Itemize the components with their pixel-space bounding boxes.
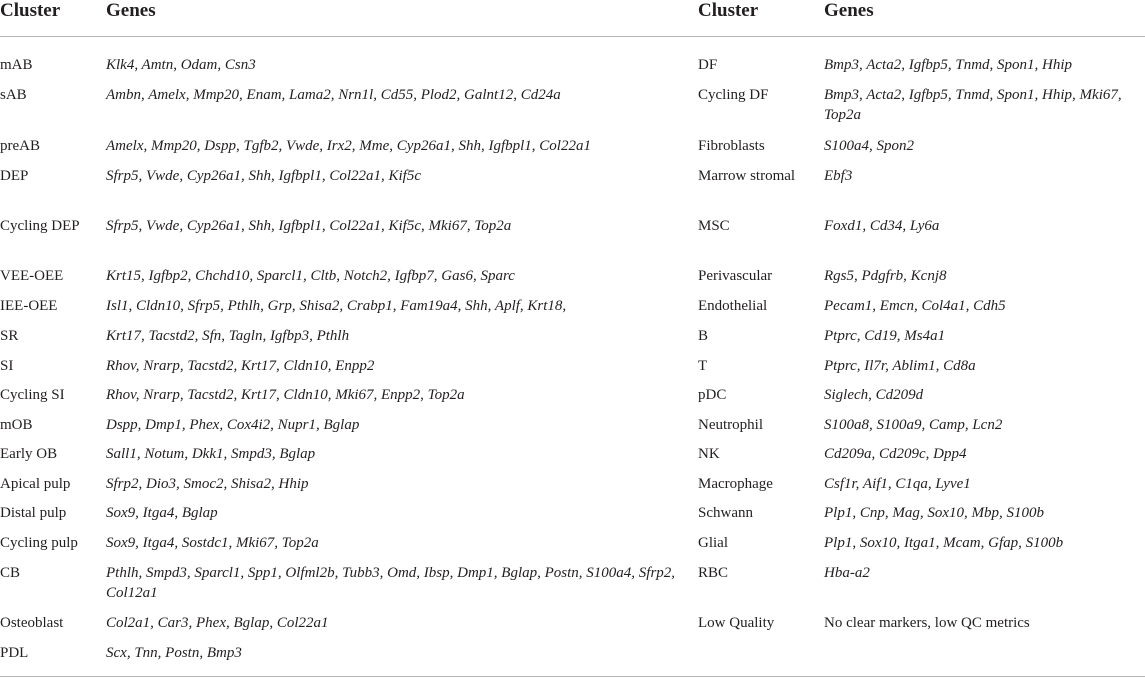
cluster-cell: mAB	[0, 57, 33, 73]
genes-cell: Scx, Tnn, Postn, Bmp3	[106, 645, 242, 661]
genes-cell: Ambn, Amelx, Mmp20, Enam, Lama2, Nrn1l, Cd55, Plod2, Galnt12, Cd24a	[106, 87, 561, 103]
cluster-cell: preAB	[0, 138, 40, 154]
cluster-cell: Glial	[698, 535, 728, 551]
cluster-cell: Marrow stromal	[698, 168, 796, 184]
header-cluster-right: Cluster	[698, 0, 759, 21]
genes-cell: Sox9, Itga4, Bglap	[106, 505, 218, 521]
genes-cell: Dspp, Dmp1, Phex, Cox4i2, Nupr1, Bglap	[106, 417, 360, 433]
cluster-cell: Schwann	[698, 505, 753, 521]
cluster-cell: PDL	[0, 645, 29, 661]
genes-cell: No clear markers, low QC metrics	[824, 615, 1030, 631]
genes-cell: Rgs5, Pdgfrb, Kcnj8	[824, 268, 947, 284]
genes-cell: Bmp3, Acta2, Igfbp5, Tnmd, Spon1, Hhip, Mki67, Top2a	[824, 87, 1122, 123]
cluster-cell: Cycling DEP	[0, 218, 80, 234]
cluster-cell: Apical pulp	[0, 476, 71, 492]
genes-cell: Sox9, Itga4, Sostdc1, Mki67, Top2a	[106, 535, 319, 551]
cluster-cell: Neutrophil	[698, 417, 763, 433]
cluster-cell: B	[698, 328, 709, 344]
cluster-cell: CB	[0, 565, 21, 581]
cluster-cell: Distal pulp	[0, 505, 67, 521]
genes-cell: Rhov, Nrarp, Tacstd2, Krt17, Cldn10, Enpp2	[106, 358, 375, 374]
cluster-cell: Early OB	[0, 446, 58, 462]
genes-cell: Krt15, Igfbp2, Chchd10, Sparcl1, Cltb, Notch2, Igfbp7, Gas6, Sparc	[106, 268, 515, 284]
cluster-cell: IEE-OEE	[0, 298, 58, 314]
cluster-cell: DF	[698, 57, 718, 73]
genes-cell: Sfrp5, Vwde, Cyp26a1, Shh, Igfbpl1, Col22a1, Kif5c	[106, 168, 421, 184]
genes-cell: Ptprc, Il7r, Ablim1, Cd8a	[824, 358, 976, 374]
header-genes-right: Genes	[824, 0, 874, 21]
genes-cell: Sfrp5, Vwde, Cyp26a1, Shh, Igfbpl1, Col22a1, Kif5c, Mki67, Top2a	[106, 218, 512, 234]
genes-cell: S100a4, Spon2	[824, 138, 914, 154]
cluster-cell: Cycling SI	[0, 387, 65, 403]
genes-cell: Plp1, Sox10, Itga1, Mcam, Gfap, S100b	[824, 535, 1064, 551]
cluster-cell: Endothelial	[698, 298, 768, 314]
genes-cell: Plp1, Cnp, Mag, Sox10, Mbp, S100b	[824, 505, 1044, 521]
genes-cell: Bmp3, Acta2, Igfbp5, Tnmd, Spon1, Hhip	[824, 57, 1073, 73]
genes-cell: S100a8, S100a9, Camp, Lcn2	[824, 417, 1003, 433]
genes-cell: Sall1, Notum, Dkk1, Smpd3, Bglap	[106, 446, 316, 462]
cluster-cell: NK	[698, 446, 720, 462]
genes-cell: Ebf3	[824, 168, 853, 184]
genes-cell: Krt17, Tacstd2, Sfn, Tagln, Igfbp3, Pthlh	[106, 328, 350, 344]
cluster-cell: SR	[0, 328, 19, 344]
genes-cell: Rhov, Nrarp, Tacstd2, Krt17, Cldn10, Mki67, Enpp2, Top2a	[106, 387, 465, 403]
genes-cell: Siglech, Cd209d	[824, 387, 924, 403]
genes-cell: Pthlh, Smpd3, Sparcl1, Spp1, Olfml2b, Tubb3, Omd, Ibsp, Dmp1, Bglap, Postn, S100a4, Sfrp2, Col12a1	[106, 565, 676, 601]
cluster-cell: RBC	[698, 565, 729, 581]
cluster-cell: pDC	[698, 387, 727, 403]
cluster-cell: mOB	[0, 417, 33, 433]
genes-cell: Sfrp2, Dio3, Smoc2, Shisa2, Hhip	[106, 476, 309, 492]
genes-cell: Pecam1, Emcn, Col4a1, Cdh5	[824, 298, 1006, 314]
cluster-cell: Cycling pulp	[0, 535, 78, 551]
cluster-cell: DEP	[0, 168, 29, 184]
genes-cell: Col2a1, Car3, Phex, Bglap, Col22a1	[106, 615, 329, 631]
cluster-cell: SI	[0, 358, 14, 374]
cluster-cell: MSC	[698, 218, 730, 234]
genes-cell: Cd209a, Cd209c, Dpp4	[824, 446, 967, 462]
header-genes-left: Genes	[106, 0, 156, 21]
cluster-cell: sAB	[0, 87, 27, 103]
cluster-cell: Fibroblasts	[698, 138, 765, 154]
table-top-rule	[0, 36, 1145, 37]
genes-cell: Csf1r, Aif1, C1qa, Lyve1	[824, 476, 971, 492]
cluster-cell: Low Quality	[698, 615, 775, 631]
table-bottom-rule	[0, 676, 1145, 677]
genes-cell: Ptprc, Cd19, Ms4a1	[824, 328, 946, 344]
cluster-cell: Osteoblast	[0, 615, 64, 631]
genes-cell: Amelx, Mmp20, Dspp, Tgfb2, Vwde, Irx2, Mme, Cyp26a1, Shh, Igfbpl1, Col22a1	[106, 138, 591, 154]
cluster-cell: Perivascular	[698, 268, 773, 284]
genes-cell: Klk4, Amtn, Odam, Csn3	[106, 57, 256, 73]
genes-cell: Foxd1, Cd34, Ly6a	[824, 218, 940, 234]
cluster-cell: T	[698, 358, 708, 374]
cluster-cell: VEE-OEE	[0, 268, 64, 284]
genes-cell: Hba-a2	[824, 565, 870, 581]
cluster-cell: Cycling DF	[698, 87, 769, 103]
genes-cell: Isl1, Cldn10, Sfrp5, Pthlh, Grp, Shisa2, Crabp1, Fam19a4, Shh, Aplf, Krt18,	[106, 298, 567, 314]
header-cluster-left: Cluster	[0, 0, 61, 21]
cluster-cell: Macrophage	[698, 476, 773, 492]
